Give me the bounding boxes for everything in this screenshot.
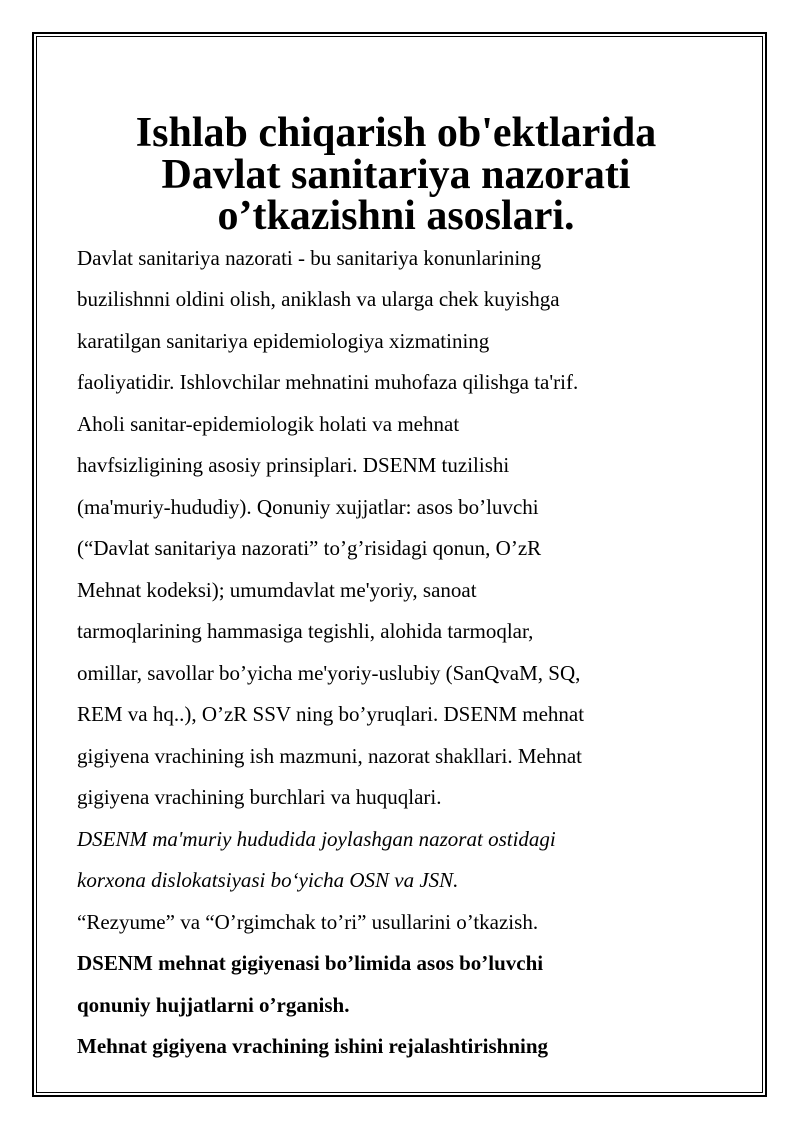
- text-line: (“Davlat sanitariya nazorati” to’g’risidagi qonun, O’zR: [77, 536, 542, 560]
- italic-paragraph: [77, 819, 697, 902]
- text-line: tarmoqlarining hammasiga tegishli, alohida tarmoqlar,: [77, 619, 534, 643]
- bold-line: Mehnat gigiyena vrachining ishini rejalashtirishning: [77, 1034, 549, 1058]
- bold-line: DSENM mehnat gigiyenasi bo’limida asos bo’luvchi: [77, 951, 544, 975]
- text-line: REM va hq..), O’zR SSV ning bo’yruqlari. DSENM mehnat: [77, 702, 585, 726]
- text-line: havfsizligining asosiy prinsiplari. DSENM tuzilishi: [77, 453, 510, 477]
- title-line: Ishlab chiqarish ob'ektlarida Davlat sanitariya nazorati: [135, 110, 657, 198]
- text-line: buzilishnni oldini olish, aniklash va ularga chek kuyishga: [77, 287, 560, 311]
- text-line: gigiyena vrachining burchlari va huquqlari.: [77, 785, 442, 809]
- italic-line: korxona dislokatsiyasi bo‘yicha OSN va JSN.: [77, 868, 459, 892]
- text-line: Mehnat kodeksi); umumdavlat me'yoriy, sanoat: [77, 577, 477, 602]
- text-line: (ma'muriy-hududiy). Qonuniy xujjatlar: asos bo’luvchi: [77, 494, 539, 519]
- text-line: Davlat sanitariya nazorati - bu sanitariya konunlarining: [77, 245, 542, 270]
- document-body: [77, 110, 697, 1068]
- text-line: karatilgan sanitariya epidemiologiya xizmatining: [77, 328, 490, 353]
- bold-line: qonuniy hujjatlarni o’rganish.: [77, 992, 350, 1017]
- methods-paragraph: [77, 902, 697, 944]
- main-paragraph: [77, 238, 697, 819]
- italic-line: DSENM ma'muriy hududida joylashgan nazorat ostidagi: [77, 826, 556, 851]
- document-title: [77, 110, 697, 239]
- title-line: o’tkazishni asoslari.: [217, 193, 575, 239]
- text-line: gigiyena vrachining ish mazmuni, nazorat shakllari. Mehnat: [77, 743, 583, 768]
- text-line: omillar, savollar bo’yicha me'yoriy-uslubiy (SanQvaM, SQ,: [77, 660, 581, 685]
- text-line: “Rezyume” va “O’rgimchak to’ri” usullarini o’tkazish.: [77, 909, 539, 934]
- bold-paragraph: [77, 943, 697, 1068]
- text-line: Aholi sanitar-epidemiologik holati va mehnat: [77, 411, 460, 436]
- text-line: faoliyatidir. Ishlovchilar mehnatini muhofaza qilishga ta'rif.: [77, 370, 579, 394]
